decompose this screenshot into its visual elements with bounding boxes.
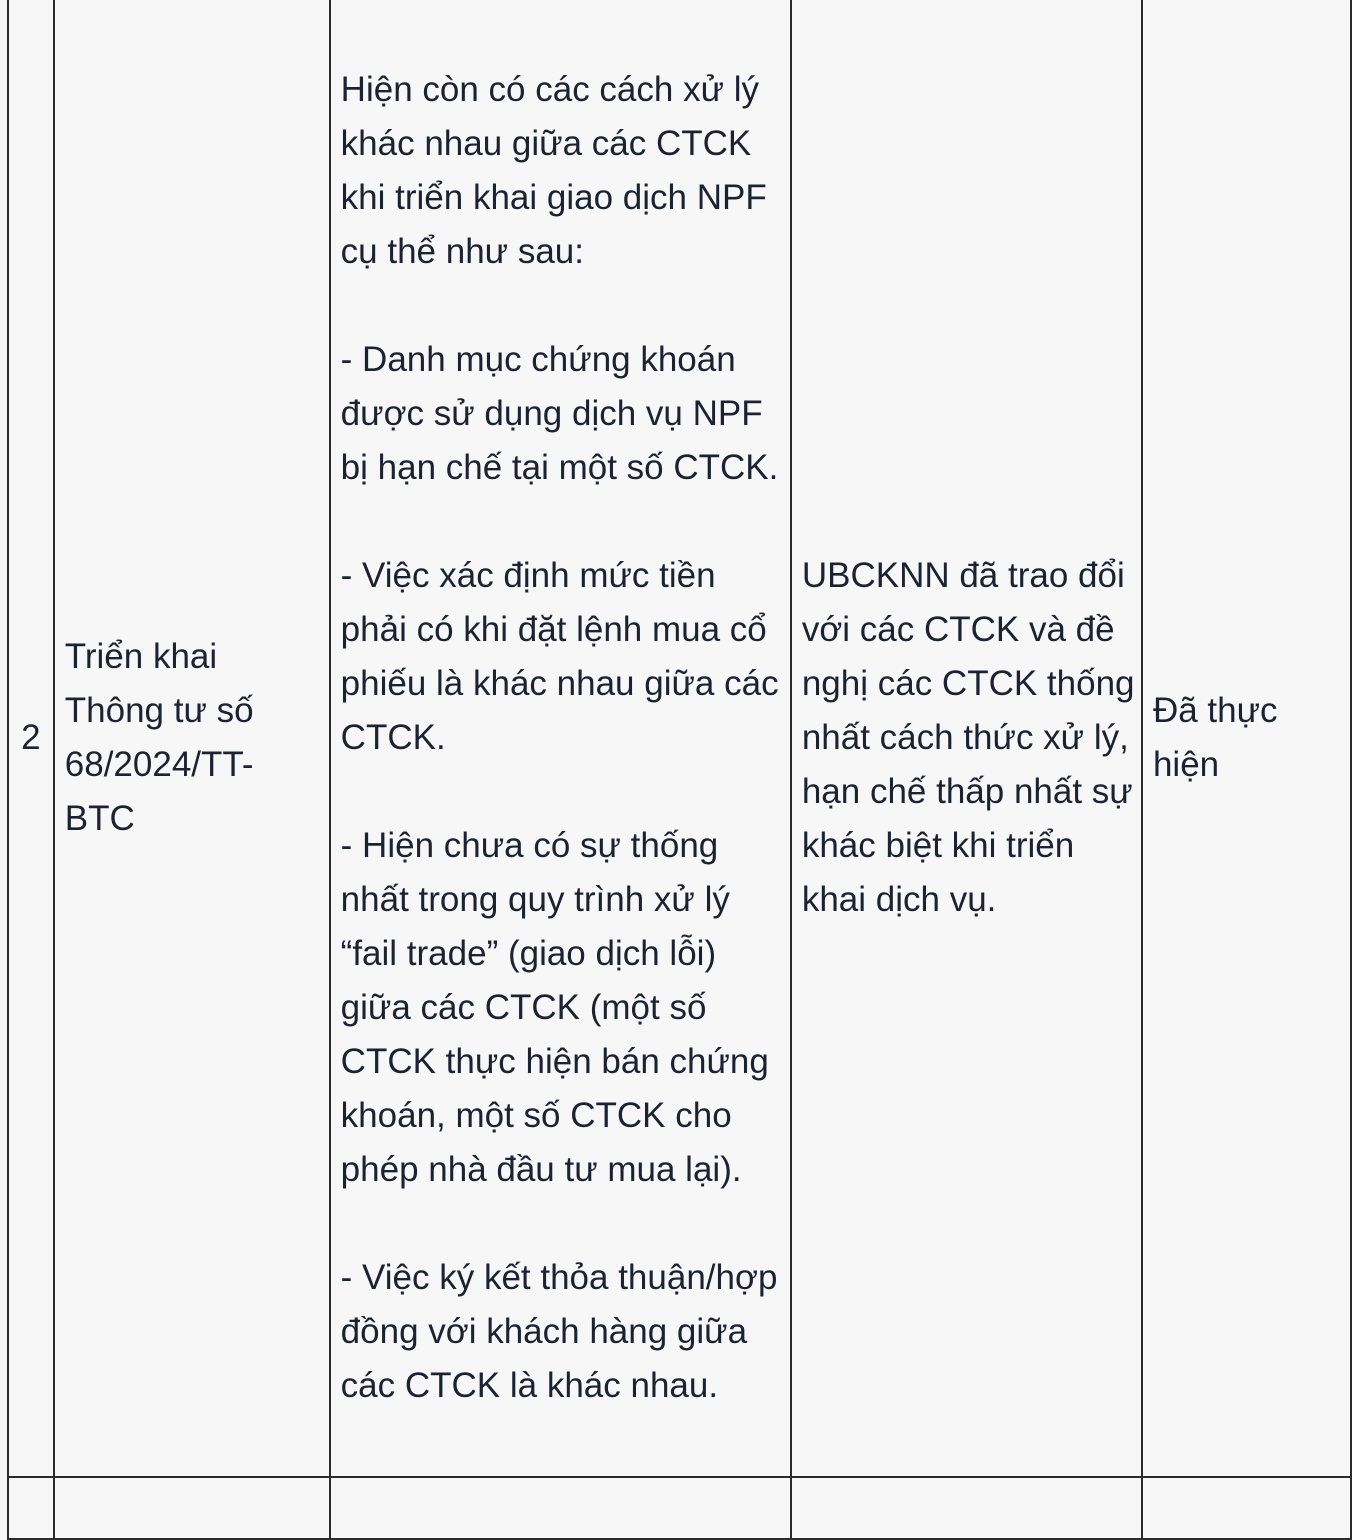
solution-cell <box>791 0 1142 1477</box>
issues-cell <box>330 0 791 1477</box>
status-text: Đã thực hiện <box>1152 691 1278 784</box>
issue-paragraph: - Hiện chưa có sự thống nhất trong quy trình xử lý “fail trade” (giao dịch lỗi) giữa các CTCK (một số CTCK thực hiện bán chứng khoán, một số CTCK cho phép nhà đầu tư mua lại). <box>340 826 769 1189</box>
table-row <box>8 1477 1351 1539</box>
empty-cell <box>330 1477 791 1539</box>
empty-cell <box>791 1477 1142 1539</box>
table-row <box>8 0 1351 1477</box>
empty-cell <box>8 1477 54 1539</box>
issue-paragraph: Hiện còn có các cách xử lý khác nhau giữa các CTCK khi triển khai giao dịch NPF cụ thể như sau: <box>340 70 767 271</box>
task-text: Triển khai Thông tư số 68/2024/TT-BTC <box>64 637 254 838</box>
solution-text: UBCKNN đã trao đổi với các CTCK và đề nghị các CTCK thống nhất cách thức xử lý, hạn chế thấp nhất sự khác biệt khi triển khai dịch vụ. <box>801 556 1135 919</box>
issue-paragraph: - Việc ký kết thỏa thuận/hợp đồng với khách hàng giữa các CTCK là khác nhau. <box>340 1258 778 1405</box>
status-cell <box>1142 0 1351 1477</box>
issue-paragraph: - Việc xác định mức tiền phải có khi đặt lệnh mua cổ phiếu là khác nhau giữa các CTCK. <box>340 556 779 757</box>
empty-cell <box>1142 1477 1351 1539</box>
issue-paragraph: - Danh mục chứng khoán được sử dụng dịch vụ NPF bị hạn chế tại một số CTCK. <box>340 340 779 487</box>
empty-cell <box>54 1477 330 1539</box>
row-number-cell <box>8 0 54 1477</box>
row-number: 2 <box>21 718 41 757</box>
report-table <box>7 0 1352 1540</box>
task-cell <box>54 0 330 1477</box>
